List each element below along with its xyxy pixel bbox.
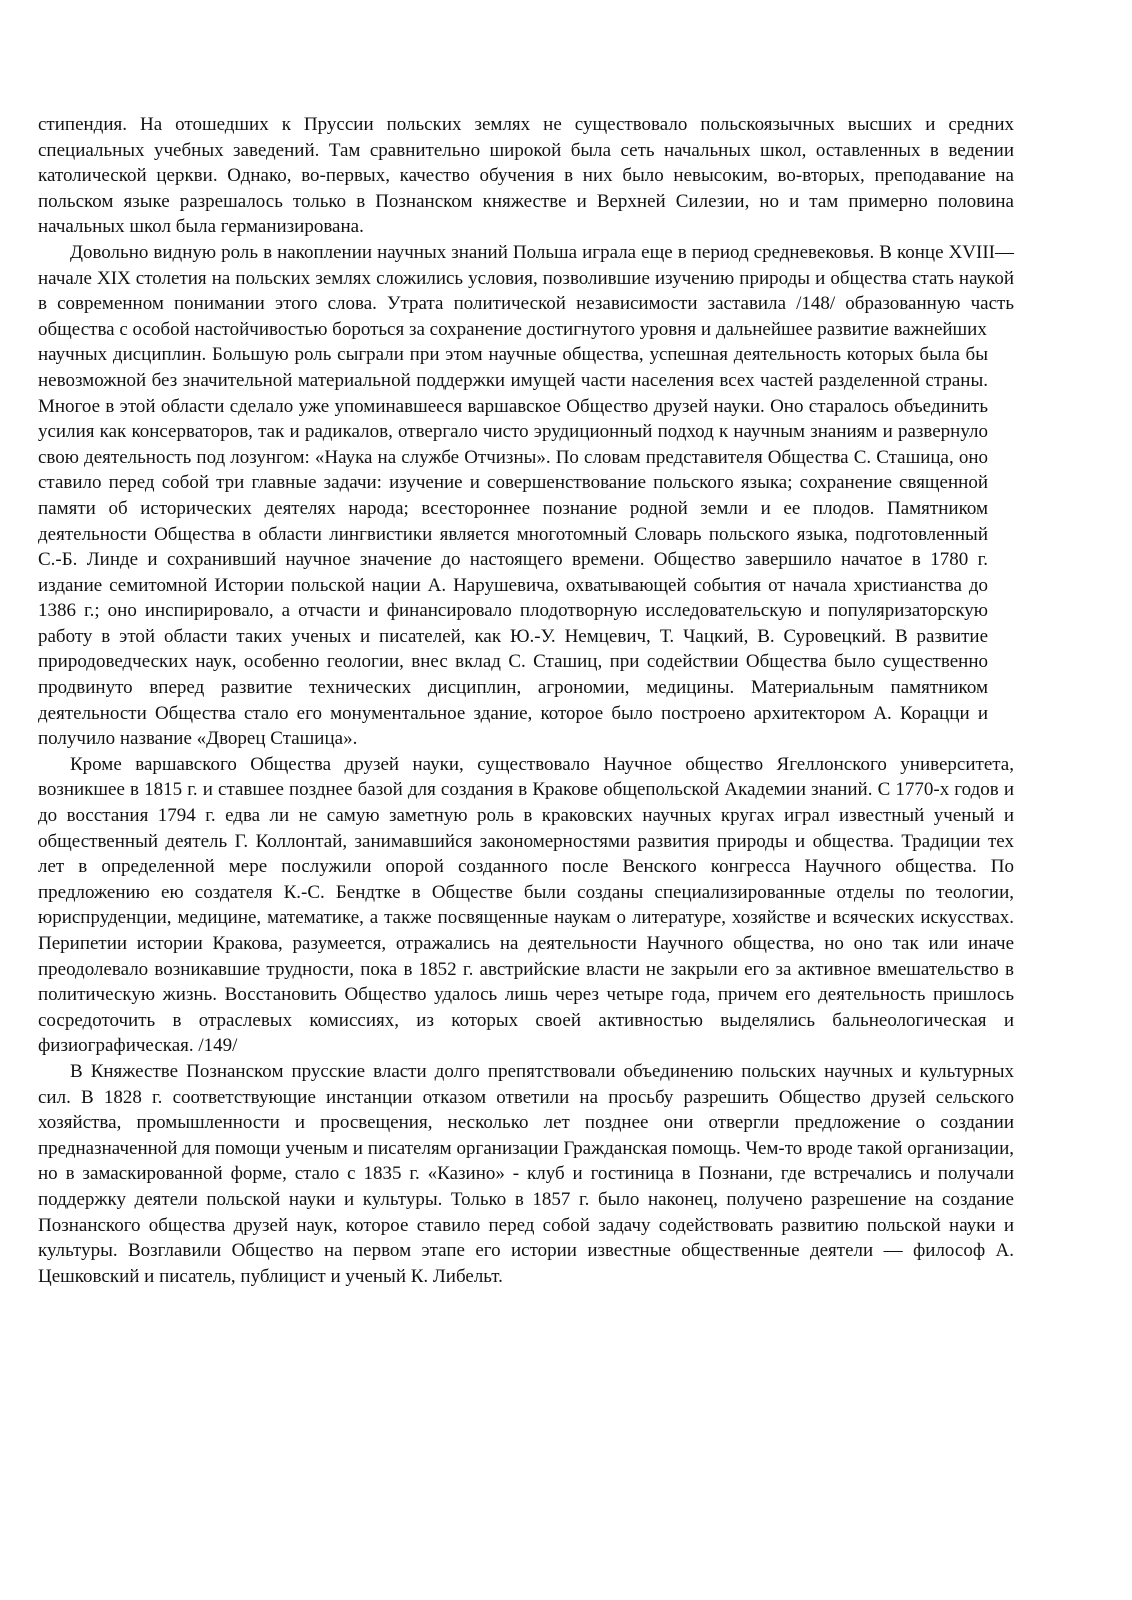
paragraph-3: научных дисциплин. Большую роль сыграли при этом научные общества, успешная деятельность которых была бы невозможной без значительной материальной поддержки имущей части населения всех частей разделенной страны. Многое в этой области сделало уже упоминавшееся варшавское Общество друзей науки. Оно старалось объединить усилия как консерваторов, так и радикалов, отвергало чисто эрудиционный подход к научным знаниям и развернуло свою деятельность под лозунгом: «Наука на службе Отчизны». По словам представителя Общества С. Сташица, оно ставило перед собой три главные задачи: изучение и совершенствование польского языка; сохранение священной памяти об исторических деятелях народа; всестороннее познание родной земли и ее плодов. Памятником деятельности Общества в области лингвистики является многотомный Словарь польского языка, подготовленный С.-Б. Линде и сохранивший научное значение до настоящего времени. Общество завершило начатое в 1780 г. издание семитомной Истории польской нации А. Нарушевича, охватывающей события от начала христианства до 1386 г.; оно инспирировало, а отчасти и финансировало плодотворную исследовательскую и популяризаторскую работу в этой области таких ученых и писателей, как Ю.-У. Немцевич, Т. Чацкий, В. Суровецкий. В развитие природоведческих наук, особенно геологии, внес вклад С. Сташиц, при содействии Общества было существенно продвинуто вперед развитие технических дисциплин, агрономии, медицины. Материальным памятником деятельности Общества стало его монументальное здание, которое было построено архитектором А. Корацци и получило название «Дворец Сташица». (38, 344, 988, 750)
paragraph-4: Кроме варшавского Общества друзей науки, существовало Научное общество Ягеллонского университета, возникшее в 1815 г. и ставшее позднее базой для создания в Кракове общепольской Академии знаний. С 1770-х годов и до восстания 1794 г. едва ли не самую заметную роль в краковских научных кругах играл известный ученый и общественный деятель Г. Коллонтай, занимавшийся закономерностями развития природы и общества. Традиции тех лет в определенной мере послужили опорой созданного после Венского конгресса Научного общества. По предложению ею создателя К.-С. Бендтке в Обществе были созданы специализированные отделы по теологии, юриспруденции, медицине, математике, а также посвященные наукам о литературе, хозяйстве и всяческих искусствах. Перипетии истории Кракова, разумеется, отражались на деятельности Научного общества, но оно так или иначе преодолевало возникавшие трудности, пока в 1852 г. австрийские власти не закрыли его за активное вмешательство в политическую жизнь. Восстановить Общество удалось лишь через четыре года, причем его деятельность пришлось сосредоточить в отраслевых комиссиях, из которых своей активностью выделялись бальнеологическая и физиографическая. /149/ (38, 753, 1014, 1057)
document-page (38, 112, 1014, 1289)
paragraph-2: Довольно видную роль в накоплении научных знаний Польша играла еще в период средневековья. В конце XVIII—начале XIX столетия на польских землях сложились условия, позволившие изучению природы и общества стать наукой в современном понимании этого слова. Утрата политической независимости заставила /148/ образованную часть общества с особой настойчивостью бороться за сохранение достигнутого уровня и дальнейшее развитие важнейших (38, 241, 1014, 340)
paragraph-5: В Княжестве Познанском прусские власти долго препятствовали объединению польских научных и культурных сил. В 1828 г. соответствующие инстанции отказом ответили на просьбу разрешить Общество друзей сельского хозяйства, промышленности и просвещения, несколько лет позднее они отвергли предложение о создании предназначенной для помощи ученым и писателям организации Гражданская помощь. Чем-то вроде такой организации, но в замаскированной форме, стало с 1835 г. «Казино» - клуб и гостиница в Познани, где встречались и получали поддержку деятели польской науки и культуры. Только в 1857 г. было наконец, получено разрешение на создание Познанского общества друзей наук, которое ставило перед собой задачу содействовать развитию польской науки и культуры. Возглавили Общество на первом этапе его истории известные общественные деятели — философ А. Цешковский и писатель, публицист и ученый К. Либельт. (38, 1060, 1014, 1287)
paragraph-1: стипендия. На отошедших к Пруссии польских землях не существовало польскоязычных высших и средних специальных учебных заведений. Там сравнительно широкой была сеть начальных школ, оставленных в ведении католической церкви. Однако, во-первых, качество обучения в них было невысоким, во-вторых, преподавание на польском языке разрешалось только в Познанском княжестве и Верхней Силезии, но и там примерно половина начальных школ была германизирована. (38, 114, 1014, 238)
